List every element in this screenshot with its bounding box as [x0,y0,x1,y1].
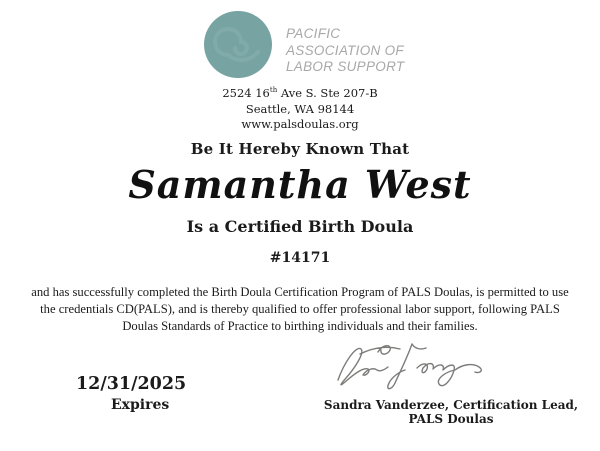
org-name [286,26,404,76]
certificate-number: #14171 [269,250,331,266]
website-url: www.palsdoulas.org [241,117,359,131]
address-block [0,86,600,133]
org-name-line-3: LABOR SUPPORT [286,59,405,74]
address-line-1: 2524 16th Ave S. Ste 207-B [222,86,378,100]
certification-title: Is a Certified Birth Doula [186,217,414,236]
expiry-label: Expires [111,397,170,413]
recipient-name: Samantha West [128,162,472,207]
signer-caption: Sandra Vanderzee, Certification Lead, PALS Doulas [323,398,579,426]
expiry-date: 12/31/2025 [76,374,187,394]
org-name-line-2: ASSOCIATION OF [286,42,404,58]
signature-image [332,339,487,393]
certification-statement: and has successfully completed the Birth Doula Certification Program of PALS Doulas, is permitted to use the credentials CD(PALS), and is thereby qualified to offer professional labor support, following PALS Doulas Standards of Practice to birthing individuals and their families. [31,285,569,334]
ordinal-suffix: th [269,86,278,95]
certificate-heading: Be It Hereby Known That [190,140,410,158]
org-name-line-1: PACIFIC [286,26,341,41]
pals-spiral-logo-icon [204,11,272,78]
address-line-2: Seattle, WA 98144 [245,101,355,116]
